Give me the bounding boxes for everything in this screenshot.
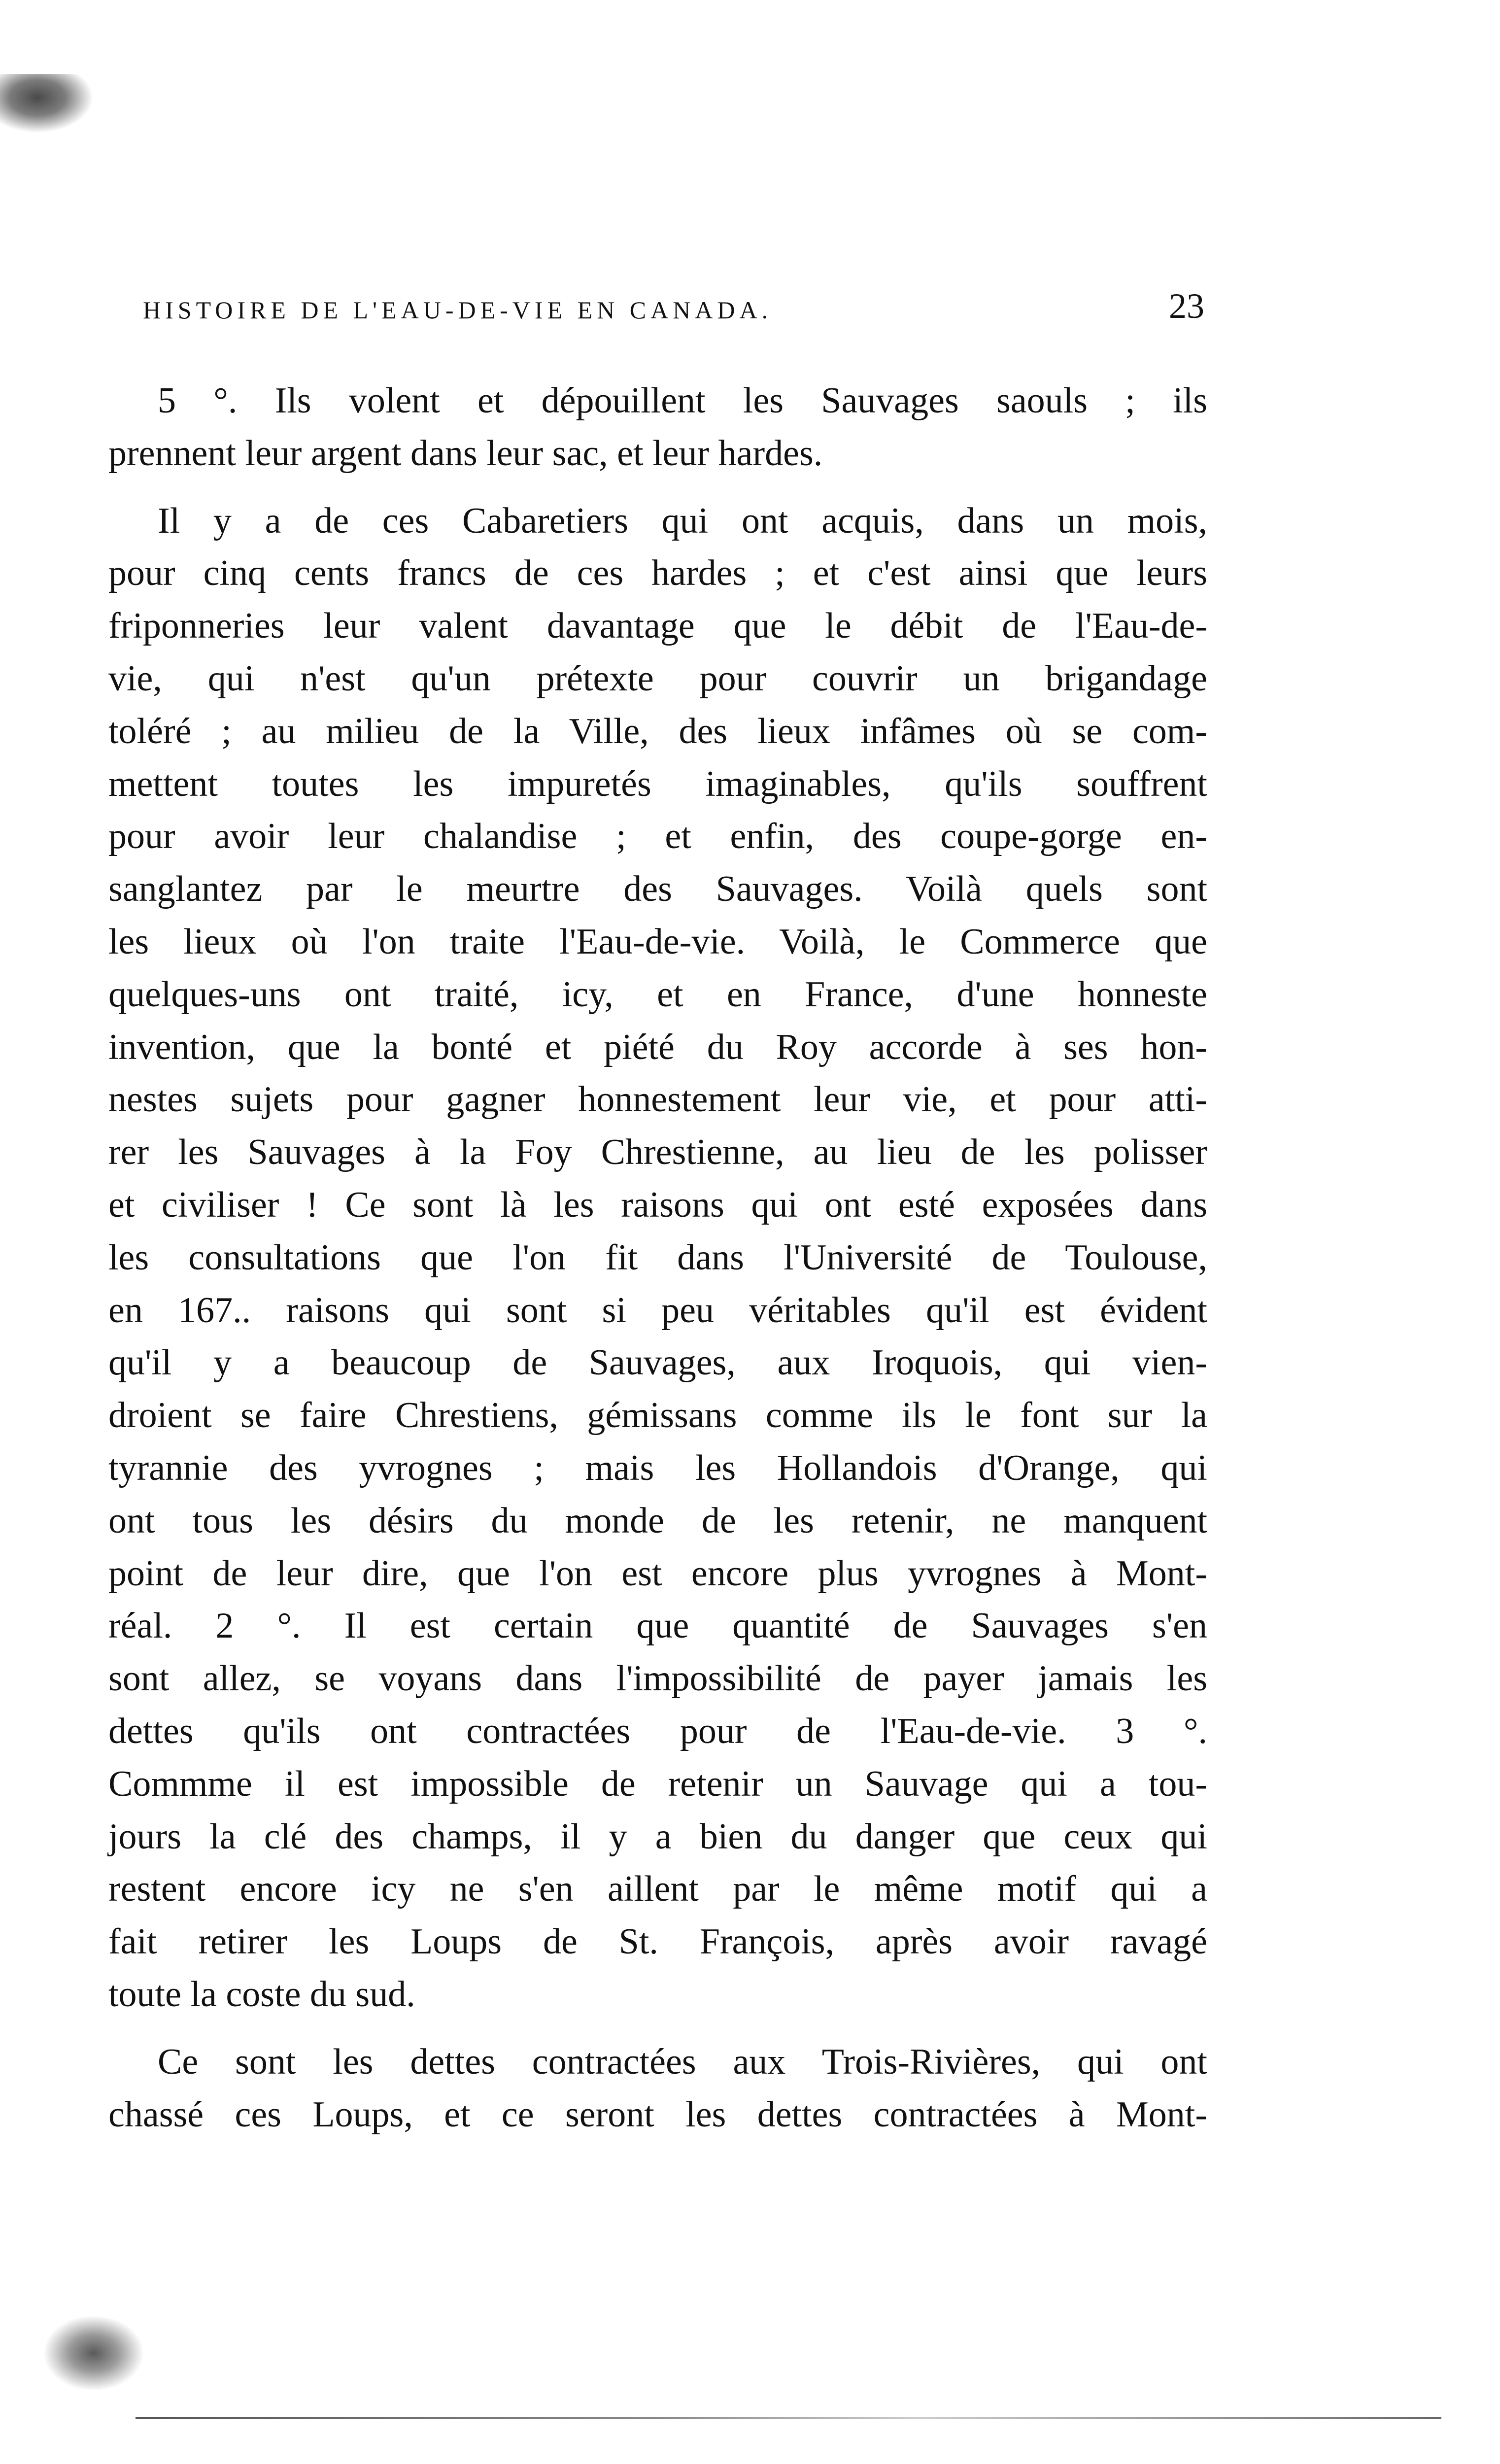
text-line: ont tous les désirs du monde de les retenir, ne manquent — [108, 1500, 1207, 1541]
text-line: sanglantez par le meurtre des Sauvages. Voilà quels sont — [108, 869, 1207, 910]
text-line: jours la clé des champs, il y a bien du danger que ceux qui — [108, 1816, 1207, 1857]
text-line: quelques-uns ont traité, icy, et en France, d'une honneste — [108, 974, 1207, 1015]
text-line: les lieux où l'on traite l'Eau-de-vie. Voilà, le Commerce que — [108, 921, 1207, 962]
text-line: Ce sont les dettes contractées aux Trois-Rivières, qui ont — [158, 2041, 1207, 2082]
text-line: chassé ces Loups, et ce seront les dettes contractées à Mont- — [108, 2094, 1207, 2135]
body-text — [108, 375, 1207, 2141]
text-line: Il y a de ces Cabaretiers qui ont acquis, dans un mois, — [158, 500, 1207, 541]
text-line: tyrannie des yvrognes ; mais les Hollandois d'Orange, qui — [108, 1447, 1207, 1488]
text-line: qu'il y a beaucoup de Sauvages, aux Iroquois, qui vien- — [108, 1342, 1207, 1383]
paragraph-1 — [108, 375, 1207, 480]
text-line: en 167.. raisons qui sont si peu véritables qu'il est évident — [108, 1290, 1207, 1331]
text-line: nestes sujets pour gagner honnestement leur vie, et pour atti- — [108, 1079, 1207, 1120]
text-line: sont allez, se voyans dans l'impossibilité de payer jamais les — [108, 1658, 1207, 1699]
paragraph-gap — [108, 480, 1207, 495]
text-line: mettent toutes les impuretés imaginables, qu'ils souffrent — [108, 763, 1207, 804]
text-line: et civiliser ! Ce sont là les raisons qui ont esté exposées dans — [108, 1184, 1207, 1225]
text-line: 5 °. Ils volent et dépouillent les Sauvages saouls ; ils — [158, 380, 1207, 421]
ink-smudge-bottom-left — [44, 2316, 143, 2390]
paragraph-2 — [108, 495, 1207, 2021]
text-line: vie, qui n'est qu'un prétexte pour couvrir un brigandage — [108, 658, 1207, 699]
text-line: point de leur dire, que l'on est encore plus yvrognes à Mont- — [108, 1553, 1207, 1594]
paragraph-gap — [108, 2021, 1207, 2036]
running-title: HISTOIRE DE L'EAU-DE-VIE EN CANADA. — [143, 296, 773, 324]
text-line: pour cinq cents francs de ces hardes ; et c'est ainsi que leurs — [108, 553, 1207, 594]
text-line: fait retirer les Loups de St. François, après avoir ravagé — [108, 1921, 1207, 1962]
text-line: toléré ; au milieu de la Ville, des lieux infâmes où se com- — [108, 711, 1207, 752]
text-line: invention, que la bonté et piété du Roy accorde à ses hon- — [108, 1027, 1207, 1067]
paragraph-3 — [108, 2036, 1207, 2141]
text-line: dettes qu'ils ont contractées pour de l'Eau-de-vie. 3 °. — [108, 1711, 1207, 1751]
text-line: droient se faire Chrestiens, gémissans comme ils le font sur la — [108, 1395, 1207, 1436]
page-number: 23 — [1169, 286, 1204, 326]
text-line: prennent leur argent dans leur sac, et leur hardes. — [108, 433, 823, 474]
text-line: Commme il est impossible de retenir un Sauvage qui a tou- — [108, 1763, 1207, 1804]
page-bottom-edge — [136, 2417, 1441, 2419]
text-line: réal. 2 °. Il est certain que quantité de Sauvages s'en — [108, 1606, 1207, 1646]
ink-smudge-top-left — [0, 74, 94, 133]
text-line: pour avoir leur chalandise ; et enfin, des coupe-gorge en- — [108, 816, 1207, 857]
text-line: toute la coste du sud. — [108, 1974, 415, 2015]
text-line: restent encore icy ne s'en aillent par le même motif qui a — [108, 1869, 1207, 1910]
text-line: rer les Sauvages à la Foy Chrestienne, au lieu de les polisser — [108, 1132, 1207, 1173]
text-line: friponneries leur valent davantage que le débit de l'Eau-de- — [108, 606, 1207, 647]
text-line: les consultations que l'on fit dans l'Université de Toulouse, — [108, 1237, 1207, 1278]
